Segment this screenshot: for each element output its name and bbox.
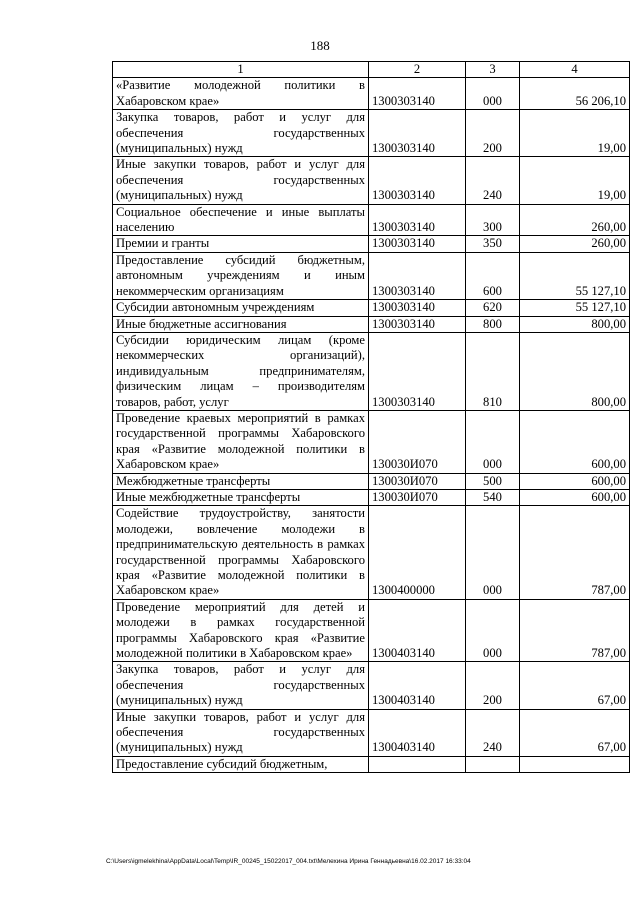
row-amount-cell: 260,00	[520, 204, 630, 236]
row-name-cell: Закупка товаров, работ и услуг для обеспечения государственных (муниципальных) нужд	[113, 110, 369, 157]
row-name-cell: «Развитие молодежной политики в Хабаровском крае»	[113, 78, 369, 110]
row-type-cell: 000	[466, 78, 520, 110]
row-amount-cell: 55 127,10	[520, 252, 630, 299]
row-code-cell: 1300303140	[369, 236, 466, 252]
table-row	[113, 157, 630, 204]
budget-table	[112, 61, 630, 773]
row-amount-cell: 787,00	[520, 599, 630, 662]
row-type-cell: 350	[466, 236, 520, 252]
footer-file-path: C:\Users\igmelekhina\AppData\Local\Temp\IR_00245_15022017_004.txt\Мелехина Ирина Геннадьевна\16.02.2017 16:33:04	[106, 858, 471, 865]
row-amount-cell: 19,00	[520, 157, 630, 204]
row-type-cell: 000	[466, 410, 520, 473]
header-cell: 3	[466, 62, 520, 78]
row-type-cell: 800	[466, 316, 520, 332]
row-amount-cell: 55 127,10	[520, 300, 630, 316]
row-name-cell: Субсидии юридическим лицам (кроме некоммерческих организаций), индивидуальным предпринимателям, физическим лицам – производителям товаров, работ, услуг	[113, 332, 369, 410]
row-name-cell: Иные закупки товаров, работ и услуг для обеспечения государственных (муниципальных) нужд	[113, 157, 369, 204]
row-amount-cell: 67,00	[520, 662, 630, 709]
row-name-cell: Субсидии автономным учреждениям	[113, 300, 369, 316]
header-cell: 1	[113, 62, 369, 78]
row-name-cell: Проведение краевых мероприятий в рамках государственной программы Хабаровского края «Развитие молодежной политики в Хабаровском крае»	[113, 410, 369, 473]
row-type-cell: 500	[466, 473, 520, 489]
row-code-cell: 1300403140	[369, 662, 466, 709]
row-amount-cell: 600,00	[520, 489, 630, 505]
row-name-cell: Иные закупки товаров, работ и услуг для обеспечения государственных (муниципальных) нужд	[113, 709, 369, 756]
table-row	[113, 78, 630, 110]
row-type-cell: 000	[466, 599, 520, 662]
row-name-cell: Содействие трудоустройству, занятости молодежи, вовлечение молодежи в предпринимательскую деятельность в рамках государственной программы Хабаровского края «Развитие молодежной политики в Хабаровском крае»	[113, 506, 369, 599]
table-row	[113, 300, 630, 316]
row-name-cell: Закупка товаров, работ и услуг для обеспечения государственных (муниципальных) нужд	[113, 662, 369, 709]
table-row	[113, 473, 630, 489]
table-row	[113, 316, 630, 332]
row-code-cell: 130030И070	[369, 410, 466, 473]
row-code-cell: 1300403140	[369, 599, 466, 662]
row-name-cell: Премии и гранты	[113, 236, 369, 252]
table-row	[113, 599, 630, 662]
row-type-cell: 240	[466, 709, 520, 756]
row-code-cell: 1300400000	[369, 506, 466, 599]
row-code-cell	[369, 756, 466, 772]
row-type-cell: 600	[466, 252, 520, 299]
table-row	[113, 204, 630, 236]
header-cell: 2	[369, 62, 466, 78]
row-code-cell: 1300303140	[369, 204, 466, 236]
row-name-cell: Предоставление субсидий бюджетным, автономным учреждениям и иным некоммерческим организациям	[113, 252, 369, 299]
row-amount-cell: 19,00	[520, 110, 630, 157]
row-name-cell: Иные бюджетные ассигнования	[113, 316, 369, 332]
page-number: 188	[310, 38, 330, 53]
row-amount-cell: 600,00	[520, 410, 630, 473]
row-amount-cell: 787,00	[520, 506, 630, 599]
row-code-cell: 130030И070	[369, 473, 466, 489]
table-row	[113, 236, 630, 252]
row-code-cell: 1300303140	[369, 157, 466, 204]
table-header-row	[113, 62, 630, 78]
row-code-cell: 130030И070	[369, 489, 466, 505]
row-name-cell: Социальное обеспечение и иные выплаты населению	[113, 204, 369, 236]
row-name-cell: Предоставление субсидий бюджетным,	[113, 756, 369, 772]
row-type-cell: 300	[466, 204, 520, 236]
table-row	[113, 489, 630, 505]
row-code-cell: 1300303140	[369, 110, 466, 157]
row-amount-cell: 260,00	[520, 236, 630, 252]
row-type-cell: 200	[466, 662, 520, 709]
row-code-cell: 1300303140	[369, 78, 466, 110]
row-type-cell: 810	[466, 332, 520, 410]
table-row	[113, 410, 630, 473]
row-code-cell: 1300403140	[369, 709, 466, 756]
table-row	[113, 662, 630, 709]
row-amount-cell: 600,00	[520, 473, 630, 489]
row-amount-cell: 800,00	[520, 332, 630, 410]
row-name-cell: Проведение мероприятий для детей и молодежи в рамках государственной программы Хабаровского края «Развитие молодежной политики в Хабаровском крае»	[113, 599, 369, 662]
row-code-cell: 1300303140	[369, 252, 466, 299]
row-code-cell: 1300303140	[369, 300, 466, 316]
row-amount-cell: 800,00	[520, 316, 630, 332]
row-type-cell: 200	[466, 110, 520, 157]
row-type-cell: 000	[466, 506, 520, 599]
row-amount-cell: 56 206,10	[520, 78, 630, 110]
row-type-cell	[466, 756, 520, 772]
row-amount-cell	[520, 756, 630, 772]
row-name-cell: Иные межбюджетные трансферты	[113, 489, 369, 505]
row-type-cell: 540	[466, 489, 520, 505]
row-name-cell: Межбюджетные трансферты	[113, 473, 369, 489]
table-row	[113, 252, 630, 299]
table-body	[113, 62, 630, 773]
row-type-cell: 240	[466, 157, 520, 204]
header-cell: 4	[520, 62, 630, 78]
row-amount-cell: 67,00	[520, 709, 630, 756]
table-row	[113, 506, 630, 599]
table-row	[113, 756, 630, 772]
table-row	[113, 709, 630, 756]
table-row	[113, 332, 630, 410]
table-row	[113, 110, 630, 157]
row-type-cell: 620	[466, 300, 520, 316]
row-code-cell: 1300303140	[369, 316, 466, 332]
row-code-cell: 1300303140	[369, 332, 466, 410]
